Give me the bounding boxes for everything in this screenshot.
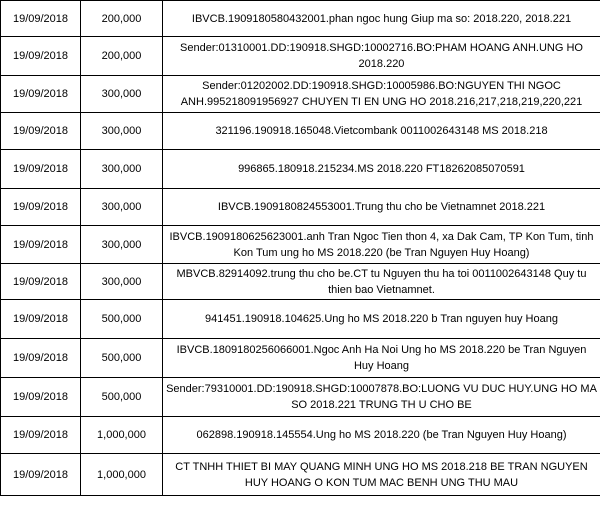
description-cell: 321196.190918.165048.Vietcombank 0011002643148 MS 2018.218 <box>163 113 600 150</box>
amount-cell: 300,000 <box>81 189 163 226</box>
amount-cell: 300,000 <box>81 76 163 113</box>
table-row <box>1 339 600 378</box>
description-cell: IBVCB.1909180625623001.anh Tran Ngoc Tien thon 4, xa Dak Cam, TP Kon Tum, tinh Kon Tum ung ho MS 2018.220 (be Tran Nguyen Huy Hoang) <box>163 226 600 264</box>
description-cell: Sender:01310001.DD:190918.SHGD:10002716.BO:PHAM HOANG ANH.UNG HO 2018.220 <box>163 37 600 76</box>
description-cell: 996865.180918.215234.MS 2018.220 FT18262085070591 <box>163 150 600 189</box>
description-cell: Sender:79310001.DD:190918.SHGD:10007878.BO:LUONG VU DUC HUY.UNG HO MA SO 2018.221 TRUNG TH U CHO BE <box>163 378 600 417</box>
amount-cell: 300,000 <box>81 226 163 264</box>
description-cell: 941451.190918.104625.Ung ho MS 2018.220 b Tran nguyen huy Hoang <box>163 300 600 339</box>
date-cell: 19/09/2018 <box>1 37 81 76</box>
description-cell: MBVCB.82914092.trung thu cho be.CT tu Nguyen thu ha toi 0011002643148 Quy tu thien bao Vietnamnet. <box>163 264 600 300</box>
donation-table-body <box>1 1 600 496</box>
description-cell: Sender:01202002.DD:190918.SHGD:10005986.BO:NGUYEN THI NGOC ANH.995218091956927 CHUYEN TI EN UNG HO 2018.216,217,218,219,220,221 <box>163 76 600 113</box>
table-row <box>1 226 600 264</box>
description-cell: IBVCB.1809180256066001.Ngoc Anh Ha Noi Ung ho MS 2018.220 be Tran Nguyen Huy Hoang <box>163 339 600 378</box>
table-row <box>1 150 600 189</box>
table-row <box>1 417 600 454</box>
amount-cell: 1,000,000 <box>81 454 163 496</box>
date-cell: 19/09/2018 <box>1 300 81 339</box>
date-cell: 19/09/2018 <box>1 417 81 454</box>
date-cell: 19/09/2018 <box>1 76 81 113</box>
amount-cell: 300,000 <box>81 150 163 189</box>
date-cell: 19/09/2018 <box>1 454 81 496</box>
table-row <box>1 76 600 113</box>
description-cell: IBVCB.1909180580432001.phan ngoc hung Giup ma so: 2018.220, 2018.221 <box>163 1 600 37</box>
date-cell: 19/09/2018 <box>1 339 81 378</box>
date-cell: 19/09/2018 <box>1 264 81 300</box>
date-cell: 19/09/2018 <box>1 226 81 264</box>
date-cell: 19/09/2018 <box>1 378 81 417</box>
description-cell: IBVCB.1909180824553001.Trung thu cho be Vietnamnet 2018.221 <box>163 189 600 226</box>
amount-cell: 300,000 <box>81 264 163 300</box>
table-row <box>1 378 600 417</box>
date-cell: 19/09/2018 <box>1 150 81 189</box>
table-row <box>1 1 600 37</box>
date-cell: 19/09/2018 <box>1 113 81 150</box>
description-cell: 062898.190918.145554.Ung ho MS 2018.220 (be Tran Nguyen Huy Hoang) <box>163 417 600 454</box>
amount-cell: 1,000,000 <box>81 417 163 454</box>
table-row <box>1 264 600 300</box>
description-cell: CT TNHH THIET BI MAY QUANG MINH UNG HO MS 2018.218 BE TRAN NGUYEN HUY HOANG O KON TUM MAC BENH UNG THU MAU <box>163 454 600 496</box>
date-cell: 19/09/2018 <box>1 189 81 226</box>
table-row <box>1 454 600 496</box>
table-row <box>1 37 600 76</box>
amount-cell: 500,000 <box>81 300 163 339</box>
amount-cell: 200,000 <box>81 37 163 76</box>
amount-cell: 500,000 <box>81 378 163 417</box>
date-cell: 19/09/2018 <box>1 1 81 37</box>
table-row <box>1 113 600 150</box>
amount-cell: 500,000 <box>81 339 163 378</box>
amount-cell: 200,000 <box>81 1 163 37</box>
table-row <box>1 300 600 339</box>
amount-cell: 300,000 <box>81 113 163 150</box>
table-row <box>1 189 600 226</box>
